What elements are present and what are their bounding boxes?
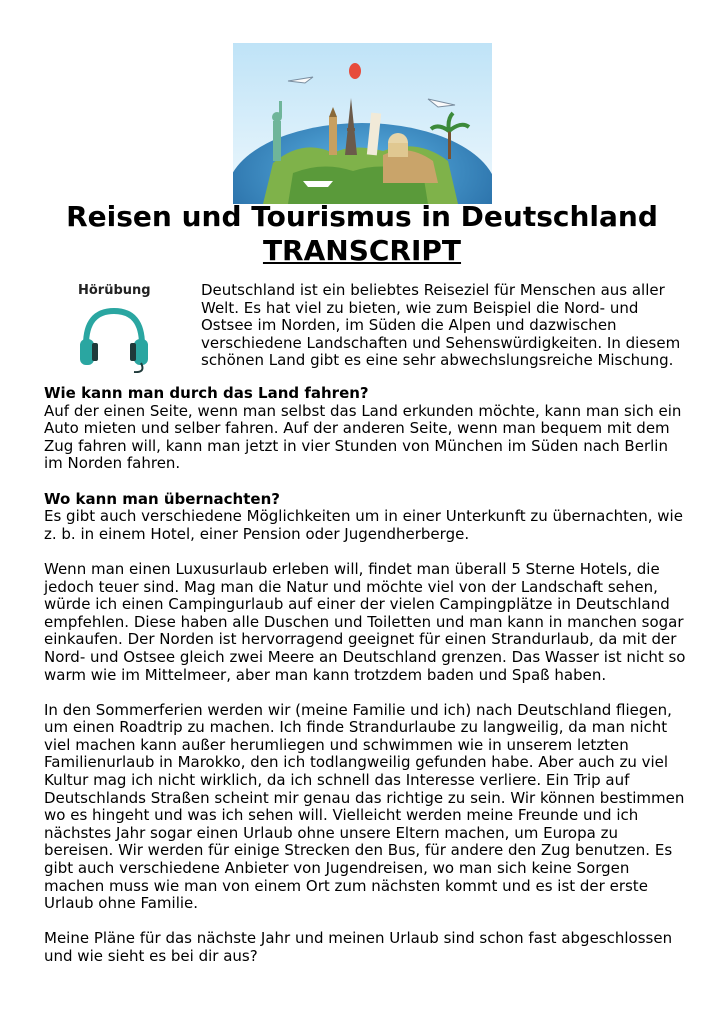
section-body: Es gibt auch verschiedene Möglichkeiten um in einer Unterkunft zu übernachten, wie z. b. in einem Hotel, einer Pension oder Jugendherberge. xyxy=(44,507,683,543)
hero-image xyxy=(233,43,492,204)
question-heading: Wo kann man übernachten? xyxy=(44,489,280,508)
audio-label: Hörübung xyxy=(78,283,151,298)
world-landmarks-illustration xyxy=(233,43,492,204)
paragraph-roadtrip: In den Sommerferien werden wir (meine Familie und ich) nach Deutschland fliegen, um einen Roadtrip zu machen. Ich finde Strandurlaube zu langweilig, da man nicht viel machen kann außer herumliegen und schwimmen wie in unserem letzten Familienurlaub in Marokko, den ich todlangweilig gefunden habe. Aber auch zu viel Kultur mag ich nicht wirklich, da ich schnell das Interesse verliere. Ein Trip auf Deutschlands Straßen scheint mir genau das richtige zu sein. Wir können bestimmen wo es hingeht und was ich sehen will. Vielleicht werden meine Freunde und ich nächstes Jahr sogar einen Urlaub ohne unsere Eltern machen, um Europa zu bereisen. Wir werden für einige Strecken den Bus, für andere den Zug benutzen. Es gibt auch verschiedene Anbieter von Jugendreisen, wo man sich keine Sorgen machen muss wie man von einem Ort zum nächsten kommt und es ist der erste Urlaub ohne Familie. xyxy=(44,700,685,913)
section-accommodation xyxy=(44,491,689,544)
page-title: Reisen und Tourismus in Deutschland xyxy=(66,200,658,233)
section-travel xyxy=(44,385,689,473)
page-subtitle: TRANSCRIPT xyxy=(262,234,462,267)
section-body: Auf der einen Seite, wenn man selbst das Land erkunden möchte, kann man sich ein Auto mieten und selber fahren. Auf der anderen Seite, wenn man bequem mit dem Zug fahren will, kann man jetzt in vier Stunden von München im Süden nach Berlin im Norden fahren. xyxy=(44,401,682,473)
transcript-body xyxy=(44,385,689,983)
paragraph-closing: Meine Pläne für das nächste Jahr und meinen Urlaub sind schon fast abgeschlossen und wie sieht es bei dir aus? xyxy=(44,929,673,965)
paragraph-luxury: Wenn man einen Luxusurlaub erleben will, findet man überall 5 Sterne Hotels, die jedoch teuer sind. Mag man die Natur und möchte viel von der Landschaft sehen, würde ich einen Campingurlaub auf einer der vielen Campingplätze in Deutschland empfehlen. Diese haben alle Duschen und Toiletten und man kann in manchen sogar einkaufen. Der Norden ist hervorragend geeignet für einen Strandurlaub, da mit der Nord- und Ostsee gleich zwei Meere an Deutschland grenzen. Das Wasser ist nicht so warm wie im Mittelmeer, aber man kann trotzdem baden und Spaß haben. xyxy=(44,559,686,684)
audio-exercise-badge xyxy=(70,283,158,373)
headphones-icon xyxy=(74,303,154,373)
intro-paragraph: Deutschland ist ein beliebtes Reiseziel für Menschen aus aller Welt. Es hat viel zu bieten, wie zum Beispiel die Nord- und Ostsee im Norden, im Süden die Alpen und dazwischen verschiedene Landschaften und Sehenswürdigkeiten. In diesem schönen Land gibt es eine sehr abwechslungsreiche Mischung. xyxy=(201,281,681,370)
question-heading: Wie kann man durch das Land fahren? xyxy=(44,384,369,402)
